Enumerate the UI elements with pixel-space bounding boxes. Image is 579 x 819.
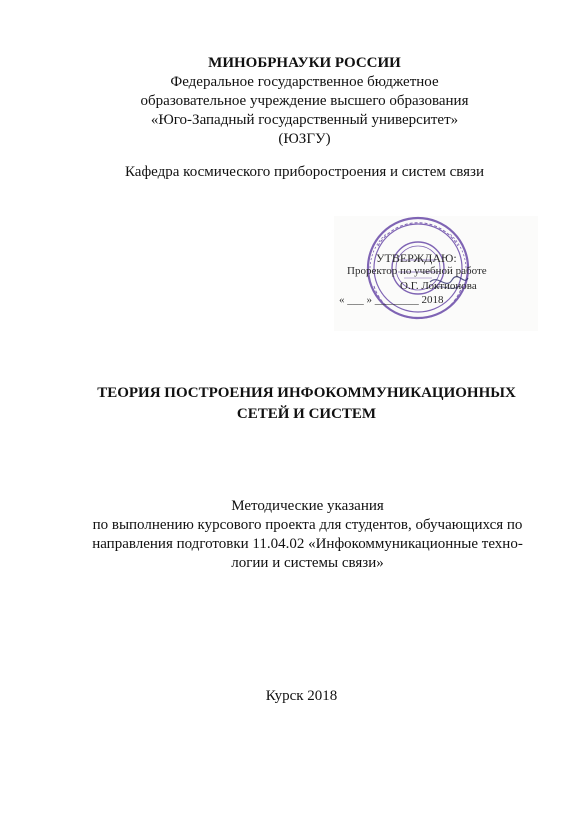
- city-year: Курск 2018: [265, 688, 338, 704]
- institution-line-2: образовательное учреждение высшего образования: [140, 93, 469, 109]
- document-title: [0, 383, 579, 425]
- subtitle-line-3: направления подготовки 11.04.02 «Инфокоммуникационные техно-: [92, 536, 523, 552]
- institution-line-3: «Юго-Западный государственный университет»: [150, 112, 459, 128]
- title-line-1: ТЕОРИЯ ПОСТРОЕНИЯ ИНФОКОММУНИКАЦИОННЫХ: [97, 385, 516, 401]
- institution-abbreviation: (ЮЗГУ): [278, 131, 331, 147]
- approval-heading: УТВЕРЖДАЮ:: [376, 251, 457, 265]
- approval-role: Проректор по учебной работе: [347, 265, 487, 277]
- institution-line-1: Федеральное государственное бюджетное: [170, 74, 439, 90]
- subtitle-line-1: Методические указания: [231, 498, 384, 514]
- institution-header: [0, 54, 579, 149]
- subtitle-line-2: по выполнению курсового проекта для студентов, обучающихся по: [92, 517, 523, 533]
- approval-signatory: О.Г. Локтионова: [400, 280, 477, 292]
- title-line-2: СЕТЕЙ И СИСТЕМ: [236, 406, 377, 422]
- document-subtitle: [0, 497, 579, 573]
- subtitle-line-4: логии и системы связи»: [231, 555, 384, 571]
- approval-block: [334, 216, 538, 331]
- department-name: Кафедра космического приборостроения и систем связи: [124, 164, 485, 180]
- approval-date: « ___ » ________ 2018: [339, 294, 444, 306]
- ministry-name: МИНОБРНАУКИ РОССИИ: [208, 55, 401, 71]
